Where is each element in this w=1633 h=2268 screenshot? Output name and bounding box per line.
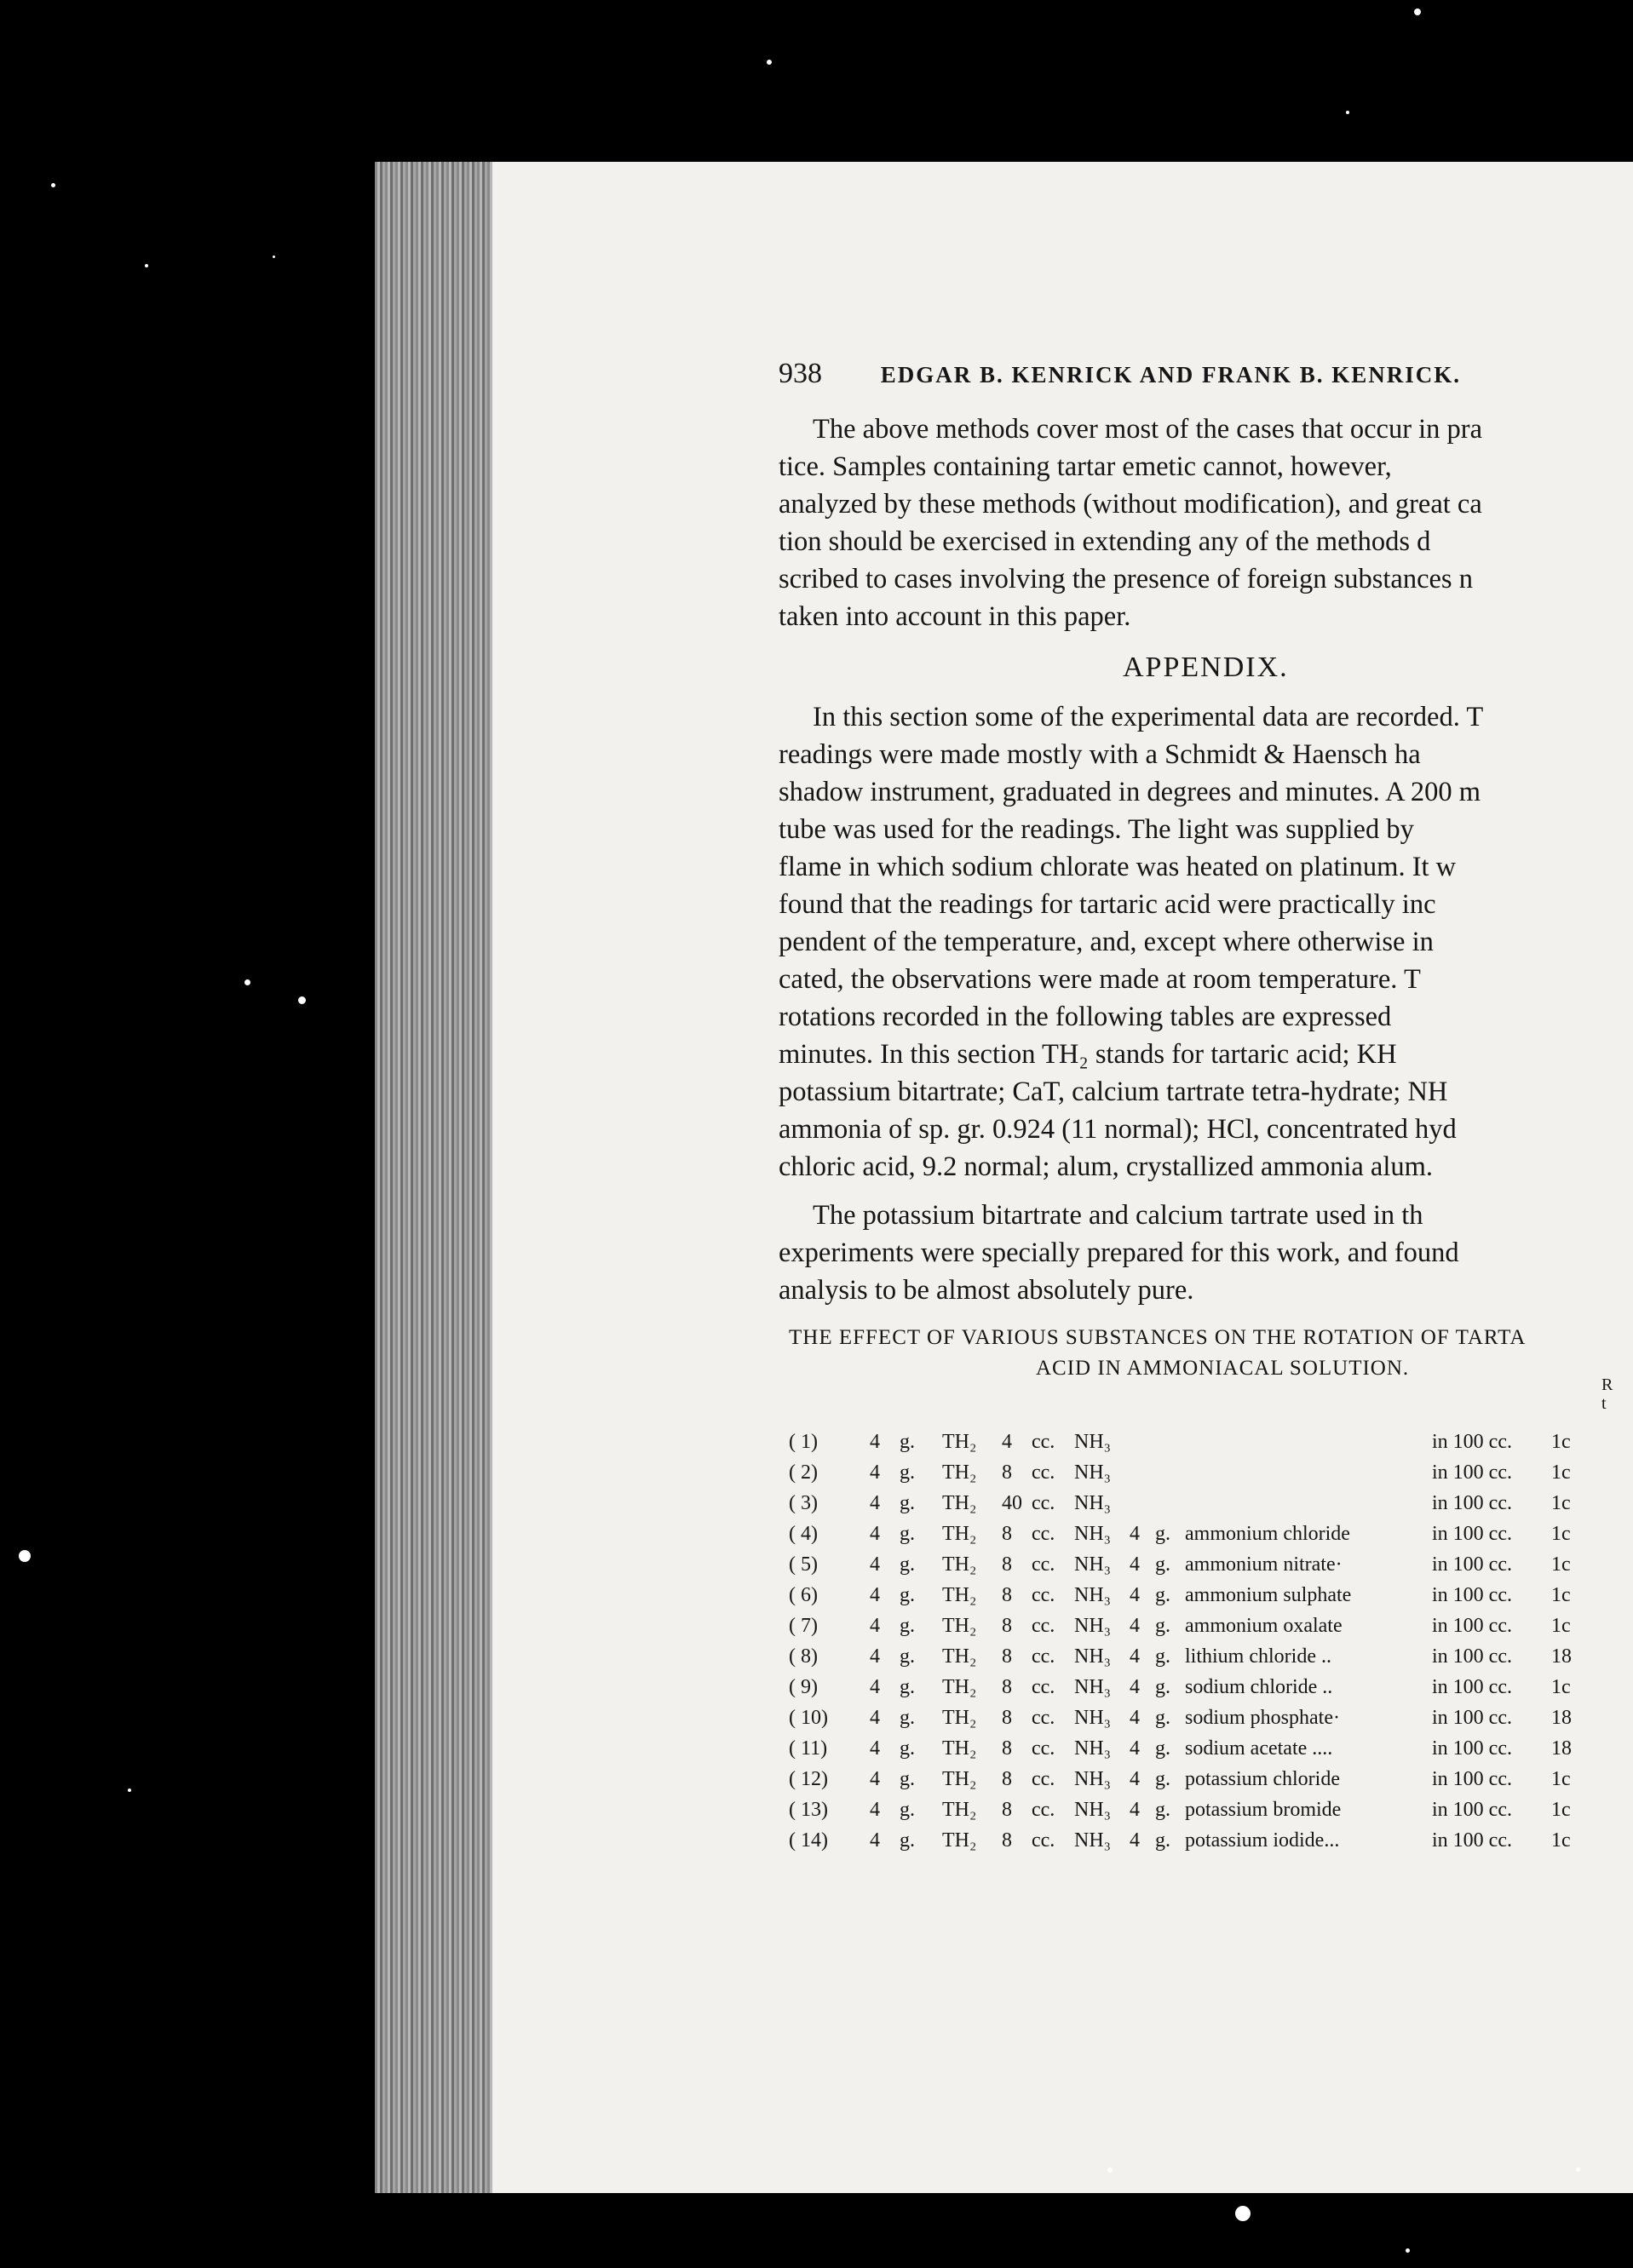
ammonia-volume-cell: 8 <box>1002 1737 1012 1760</box>
solution-volume-cell: in 100 cc. <box>1432 1706 1512 1729</box>
ammonia-volume-cell: 8 <box>1002 1767 1012 1790</box>
ammonia-volume-cell: 8 <box>1002 1553 1012 1576</box>
acid-formula-cell: TH₂ <box>942 1798 977 1821</box>
scan-speck <box>19 1550 31 1562</box>
ammonia-formula-cell: NH₃ <box>1074 1553 1112 1576</box>
ammonia-unit-cell: cc. <box>1032 1553 1055 1576</box>
added-substance-cell <box>1185 1427 1432 1457</box>
row-number-cell: ( 4) <box>789 1522 818 1545</box>
ammonia-volume-cell: 8 <box>1002 1614 1012 1637</box>
added-substance-cell: ammonium chloride <box>1185 1522 1350 1545</box>
ammonia-unit-cell: cc. <box>1032 1798 1055 1821</box>
added-substance-cell: potassium bromide <box>1185 1798 1342 1821</box>
book-page <box>492 162 1633 2193</box>
acid-unit-cell: g. <box>900 1461 915 1484</box>
caption-line: THE EFFECT OF VARIOUS SUBSTANCES ON THE ROTATION OF TARTA <box>789 1326 1527 1349</box>
acid-unit-cell: g. <box>900 1614 915 1637</box>
text-line: rotations recorded in the following tables are expressed <box>779 1002 1392 1032</box>
acid-unit-cell: g. <box>900 1675 915 1698</box>
table-row <box>789 1488 1633 1519</box>
rotation-value-cell: 18 <box>1551 1645 1572 1668</box>
text-line: cated, the observations were made at room temperature. T <box>779 964 1421 995</box>
ammonia-formula-cell: NH₃ <box>1074 1737 1112 1760</box>
rotation-value-cell: 18 <box>1551 1737 1572 1760</box>
text-line: experiments were specially prepared for this work, and found <box>779 1237 1459 1268</box>
ammonia-unit-cell: cc. <box>1032 1491 1055 1514</box>
ammonia-unit-cell: cc. <box>1032 1737 1055 1760</box>
acid-grams-cell: 4 <box>870 1829 880 1852</box>
text-line: tion should be exercised in extending any of the methods d <box>779 526 1431 557</box>
ammonia-formula-cell: NH₃ <box>1074 1767 1112 1790</box>
table-row <box>789 1641 1633 1672</box>
acid-grams-cell: 4 <box>870 1522 880 1545</box>
solution-volume-cell: in 100 cc. <box>1432 1491 1512 1514</box>
rotation-value-cell: 1c <box>1551 1430 1571 1453</box>
acid-unit-cell: g. <box>900 1767 915 1790</box>
solution-volume-cell: in 100 cc. <box>1432 1461 1512 1484</box>
row-number-cell: ( 2) <box>789 1461 818 1484</box>
substance-grams-cell <box>1130 1427 1155 1457</box>
solution-volume-cell: in 100 cc. <box>1432 1737 1512 1760</box>
ammonia-unit-cell: cc. <box>1032 1645 1055 1668</box>
scan-speck <box>1235 2206 1251 2221</box>
solution-volume-cell: in 100 cc. <box>1432 1675 1512 1698</box>
text-line: analysis to be almost absolutely pure. <box>779 1275 1194 1306</box>
acid-grams-cell: 4 <box>870 1430 880 1453</box>
acid-unit-cell: g. <box>900 1829 915 1852</box>
substance-grams-cell <box>1130 1488 1155 1519</box>
page-number: 938 <box>779 358 822 389</box>
ammonia-unit-cell: cc. <box>1032 1675 1055 1698</box>
rotation-value-cell: 18 <box>1551 1706 1572 1729</box>
added-substance-cell: potassium iodide... <box>1185 1829 1340 1852</box>
ammonia-formula-cell: NH₃ <box>1074 1706 1112 1729</box>
column-head-line: R <box>1601 1375 1613 1394</box>
added-substance-cell <box>1185 1457 1432 1488</box>
text-line: pendent of the temperature, and, except where otherwise in <box>779 927 1434 957</box>
table-row <box>789 1672 1633 1702</box>
acid-formula-cell: TH₂ <box>942 1737 977 1760</box>
acid-formula-cell: TH₂ <box>942 1522 977 1545</box>
acid-formula-cell: TH₂ <box>942 1461 977 1484</box>
running-title: EDGAR B. KENRICK AND FRANK B. KENRICK. <box>880 362 1462 388</box>
substance-unit-cell: g. <box>1155 1522 1170 1545</box>
text-line: found that the readings for tartaric acid were practically inc <box>779 889 1436 920</box>
table-caption <box>789 1326 1633 1387</box>
row-number-cell: ( 1) <box>789 1430 818 1453</box>
substance-unit-cell: g. <box>1155 1737 1170 1760</box>
appendix-paragraph <box>779 698 1630 1186</box>
added-substance-cell: potassium chloride <box>1185 1767 1340 1790</box>
substance-grams-cell: 4 <box>1130 1553 1140 1576</box>
ammonia-formula-cell: NH₃ <box>1074 1798 1112 1821</box>
substance-grams-cell: 4 <box>1130 1737 1140 1760</box>
ammonia-volume-cell: 4 <box>1002 1430 1012 1453</box>
ammonia-volume-cell: 40 <box>1002 1491 1022 1514</box>
acid-grams-cell: 4 <box>870 1675 880 1698</box>
scan-speck <box>1406 2248 1410 2253</box>
rotation-column-head <box>1601 1375 1613 1413</box>
rotation-table <box>789 1427 1633 1856</box>
row-number-cell: ( 5) <box>789 1553 818 1576</box>
section-heading: APPENDIX. <box>1123 652 1289 683</box>
solution-volume-cell: in 100 cc. <box>1432 1798 1512 1821</box>
text-line: potassium bitartrate; CaT, calcium tartrate tetra-hydrate; NH <box>779 1077 1448 1107</box>
acid-formula-cell: TH₂ <box>942 1614 977 1637</box>
substance-unit-cell: g. <box>1155 1553 1170 1576</box>
substance-grams-cell: 4 <box>1130 1767 1140 1790</box>
row-number-cell: ( 7) <box>789 1614 818 1637</box>
row-number-cell: ( 6) <box>789 1583 818 1606</box>
substance-unit-cell: g. <box>1155 1798 1170 1821</box>
scan-speck <box>1414 9 1421 15</box>
ammonia-volume-cell: 8 <box>1002 1706 1012 1729</box>
acid-grams-cell: 4 <box>870 1767 880 1790</box>
text-line: readings were made mostly with a Schmidt & Haensch ha <box>779 739 1421 770</box>
row-number-cell: ( 14) <box>789 1829 828 1852</box>
acid-grams-cell: 4 <box>870 1553 880 1576</box>
acid-grams-cell: 4 <box>870 1645 880 1668</box>
solution-volume-cell: in 100 cc. <box>1432 1553 1512 1576</box>
scan-speck <box>244 979 250 985</box>
added-substance-cell <box>1185 1488 1432 1519</box>
scan-speck <box>1107 2168 1113 2173</box>
rotation-value-cell: 1c <box>1551 1798 1571 1821</box>
added-substance-cell: ammonium oxalate <box>1185 1614 1343 1637</box>
table-row <box>789 1794 1633 1825</box>
acid-grams-cell: 4 <box>870 1706 880 1729</box>
scan-speck <box>298 996 306 1004</box>
table-row <box>789 1519 1633 1549</box>
table-row <box>789 1733 1633 1764</box>
table-row <box>789 1457 1633 1488</box>
scan-speck <box>145 264 148 267</box>
substance-unit-cell: g. <box>1155 1583 1170 1606</box>
ammonia-unit-cell: cc. <box>1032 1614 1055 1637</box>
ammonia-volume-cell: 8 <box>1002 1522 1012 1545</box>
text-line: taken into account in this paper. <box>779 601 1131 632</box>
acid-unit-cell: g. <box>900 1430 915 1453</box>
scan-gutter <box>375 162 503 2193</box>
table-row <box>789 1580 1633 1611</box>
ammonia-volume-cell: 8 <box>1002 1461 1012 1484</box>
substance-grams-cell: 4 <box>1130 1798 1140 1821</box>
ammonia-unit-cell: cc. <box>1032 1829 1055 1852</box>
acid-formula-cell: TH₂ <box>942 1430 977 1453</box>
acid-unit-cell: g. <box>900 1522 915 1545</box>
table-row <box>789 1764 1633 1794</box>
substance-grams-cell: 4 <box>1130 1675 1140 1698</box>
rotation-value-cell: 1c <box>1551 1553 1571 1576</box>
acid-formula-cell: TH₂ <box>942 1767 977 1790</box>
substance-grams-cell: 4 <box>1130 1614 1140 1637</box>
row-number-cell: ( 8) <box>789 1645 818 1668</box>
substance-unit-cell: g. <box>1155 1614 1170 1637</box>
table-row <box>789 1702 1633 1733</box>
substance-unit-cell: g. <box>1155 1645 1170 1668</box>
text-line: The potassium bitartrate and calcium tartrate used in th <box>813 1200 1423 1231</box>
ammonia-formula-cell: NH₃ <box>1074 1583 1112 1606</box>
added-substance-cell: sodium phosphate· <box>1185 1706 1340 1729</box>
ammonia-unit-cell: cc. <box>1032 1430 1055 1453</box>
added-substance-cell: lithium chloride .. <box>1185 1645 1331 1668</box>
added-substance-cell: sodium acetate .... <box>1185 1737 1333 1760</box>
ammonia-unit-cell: cc. <box>1032 1522 1055 1545</box>
ammonia-volume-cell: 8 <box>1002 1798 1012 1821</box>
row-number-cell: ( 11) <box>789 1737 828 1760</box>
acid-unit-cell: g. <box>900 1798 915 1821</box>
acid-grams-cell: 4 <box>870 1583 880 1606</box>
ammonia-formula-cell: NH₃ <box>1074 1614 1112 1637</box>
acid-grams-cell: 4 <box>870 1614 880 1637</box>
ammonia-formula-cell: NH₃ <box>1074 1491 1112 1514</box>
ammonia-formula-cell: NH₃ <box>1074 1675 1112 1698</box>
scan-speck <box>273 256 275 258</box>
solution-volume-cell: in 100 cc. <box>1432 1583 1512 1606</box>
scan-speck <box>1346 111 1349 114</box>
solution-volume-cell: in 100 cc. <box>1432 1645 1512 1668</box>
acid-formula-cell: TH₂ <box>942 1706 977 1729</box>
ammonia-formula-cell: NH₃ <box>1074 1430 1112 1453</box>
solution-volume-cell: in 100 cc. <box>1432 1829 1512 1852</box>
running-header <box>779 358 1630 390</box>
substance-grams-cell: 4 <box>1130 1706 1140 1729</box>
added-substance-cell: ammonium nitrate· <box>1185 1553 1343 1576</box>
text-line: shadow instrument, graduated in degrees and minutes. A 200 m <box>779 777 1481 807</box>
rotation-value-cell: 1c <box>1551 1522 1571 1545</box>
text-line: scribed to cases involving the presence of foreign substances n <box>779 564 1473 594</box>
solution-volume-cell: in 100 cc. <box>1432 1614 1512 1637</box>
acid-grams-cell: 4 <box>870 1737 880 1760</box>
substance-unit-cell: g. <box>1155 1767 1170 1790</box>
ammonia-formula-cell: NH₃ <box>1074 1522 1112 1545</box>
acid-unit-cell: g. <box>900 1491 915 1514</box>
acid-unit-cell: g. <box>900 1706 915 1729</box>
scan-speck <box>1576 2168 1580 2172</box>
acid-formula-cell: TH₂ <box>942 1675 977 1698</box>
acid-formula-cell: TH₂ <box>942 1645 977 1668</box>
ammonia-volume-cell: 8 <box>1002 1583 1012 1606</box>
ammonia-unit-cell: cc. <box>1032 1461 1055 1484</box>
table-row <box>789 1427 1633 1457</box>
solution-volume-cell: in 100 cc. <box>1432 1522 1512 1545</box>
rotation-value-cell: 1c <box>1551 1675 1571 1698</box>
acid-formula-cell: TH₂ <box>942 1491 977 1514</box>
rotation-value-cell: 1c <box>1551 1583 1571 1606</box>
rotation-value-cell: 1c <box>1551 1614 1571 1637</box>
substance-grams-cell: 4 <box>1130 1645 1140 1668</box>
rotation-value-cell: 1c <box>1551 1491 1571 1514</box>
row-number-cell: ( 3) <box>789 1491 818 1514</box>
row-number-cell: ( 12) <box>789 1767 828 1790</box>
table-row <box>789 1549 1633 1580</box>
substance-grams-cell: 4 <box>1130 1522 1140 1545</box>
text-line: flame in which sodium chlorate was heated on platinum. It w <box>779 852 1457 882</box>
solution-volume-cell: in 100 cc. <box>1432 1430 1512 1453</box>
text-line: The above methods cover most of the cases that occur in pra <box>813 414 1483 445</box>
caption-line: ACID IN AMMONIACAL SOLUTION. <box>1036 1357 1410 1380</box>
ammonia-unit-cell: cc. <box>1032 1706 1055 1729</box>
ammonia-formula-cell: NH₃ <box>1074 1829 1112 1852</box>
table-row <box>789 1611 1633 1641</box>
substance-unit-cell: g. <box>1155 1829 1170 1852</box>
row-number-cell: ( 10) <box>789 1706 828 1729</box>
substance-grams-cell: 4 <box>1130 1583 1140 1606</box>
substance-unit-cell <box>1155 1427 1185 1457</box>
acid-formula-cell: TH₂ <box>942 1553 977 1576</box>
text-line: In this section some of the experimental data are recorded. T <box>813 702 1484 732</box>
acid-formula-cell: TH₂ <box>942 1583 977 1606</box>
text-line: chloric acid, 9.2 normal; alum, crystallized ammonia alum. <box>779 1151 1434 1182</box>
scan-speck <box>51 183 55 187</box>
ammonia-volume-cell: 8 <box>1002 1675 1012 1698</box>
rotation-value-cell: 1c <box>1551 1461 1571 1484</box>
acid-formula-cell: TH₂ <box>942 1829 977 1852</box>
substance-unit-cell: g. <box>1155 1675 1170 1698</box>
substance-unit-cell: g. <box>1155 1706 1170 1729</box>
added-substance-cell: sodium chloride .. <box>1185 1675 1333 1698</box>
acid-unit-cell: g. <box>900 1645 915 1668</box>
table-row <box>789 1825 1633 1856</box>
substance-unit-cell <box>1155 1488 1185 1519</box>
ammonia-formula-cell: NH₃ <box>1074 1461 1112 1484</box>
ammonia-unit-cell: cc. <box>1032 1583 1055 1606</box>
text-line: tice. Samples containing tartar emetic cannot, however, <box>779 451 1392 482</box>
substance-unit-cell <box>1155 1457 1185 1488</box>
ammonia-unit-cell: cc. <box>1032 1767 1055 1790</box>
row-number-cell: ( 13) <box>789 1798 828 1821</box>
acid-unit-cell: g. <box>900 1583 915 1606</box>
scan-speck <box>128 1789 131 1792</box>
acid-unit-cell: g. <box>900 1737 915 1760</box>
added-substance-cell: ammonium sulphate <box>1185 1583 1352 1606</box>
solution-volume-cell: in 100 cc. <box>1432 1767 1512 1790</box>
substance-grams-cell: 4 <box>1130 1829 1140 1852</box>
substance-grams-cell <box>1130 1457 1155 1488</box>
acid-grams-cell: 4 <box>870 1491 880 1514</box>
intro-paragraph <box>779 411 1630 635</box>
scan-speck <box>767 60 772 65</box>
ammonia-volume-cell: 8 <box>1002 1829 1012 1852</box>
materials-paragraph <box>779 1197 1630 1309</box>
rotation-value-cell: 1c <box>1551 1767 1571 1790</box>
row-number-cell: ( 9) <box>789 1675 818 1698</box>
text-line: ammonia of sp. gr. 0.924 (11 normal); HCl, concentrated hyd <box>779 1114 1457 1145</box>
text-line: tube was used for the readings. The light was supplied by <box>779 814 1414 845</box>
rotation-value-cell: 1c <box>1551 1829 1571 1852</box>
acid-grams-cell: 4 <box>870 1461 880 1484</box>
acid-grams-cell: 4 <box>870 1798 880 1821</box>
column-head-line: t <box>1601 1394 1607 1413</box>
text-line: minutes. In this section TH₂ stands for tartaric acid; KH <box>779 1039 1397 1070</box>
ammonia-volume-cell: 8 <box>1002 1645 1012 1668</box>
acid-unit-cell: g. <box>900 1553 915 1576</box>
ammonia-formula-cell: NH₃ <box>1074 1645 1112 1668</box>
text-line: analyzed by these methods (without modification), and great ca <box>779 489 1482 520</box>
